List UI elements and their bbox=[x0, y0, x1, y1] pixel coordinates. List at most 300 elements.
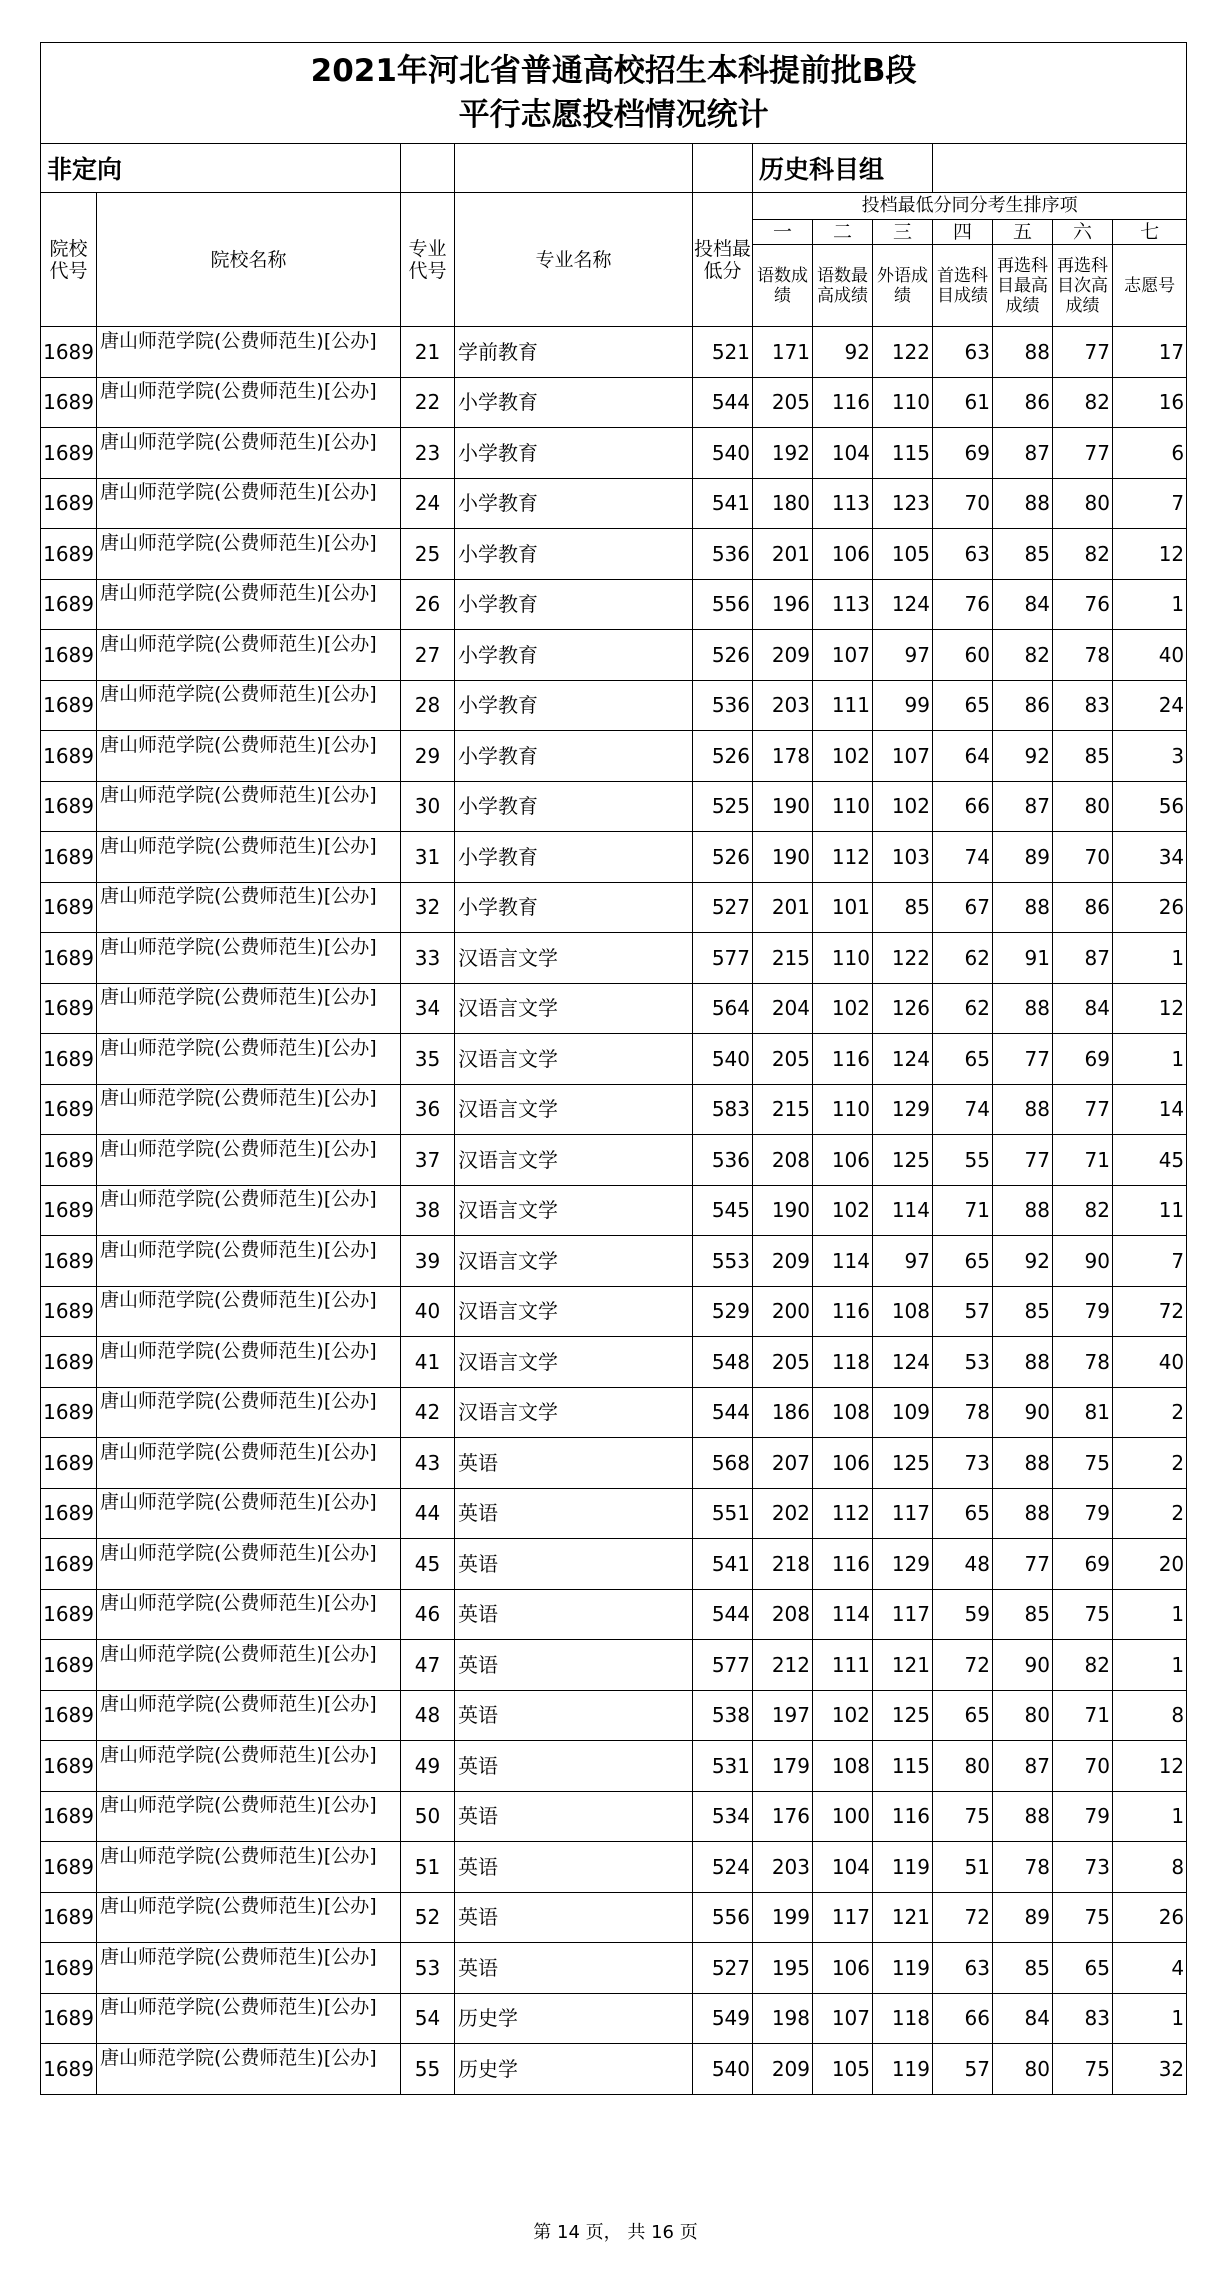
cell-score-5: 88 bbox=[993, 1438, 1053, 1489]
table-row bbox=[41, 983, 1187, 1034]
cell-score-4: 57 bbox=[933, 1286, 993, 1337]
cell-score-2: 106 bbox=[813, 1438, 873, 1489]
cell-score-6: 82 bbox=[1053, 377, 1113, 428]
cell-school-name bbox=[97, 1135, 401, 1186]
cell-score-6: 81 bbox=[1053, 1387, 1113, 1438]
cell-choice-no: 3 bbox=[1113, 731, 1187, 782]
cell-score-4: 65 bbox=[933, 1488, 993, 1539]
cell-score-5: 88 bbox=[993, 478, 1053, 529]
cell-school-code: 1689 bbox=[41, 1943, 97, 1994]
header-num: 六 bbox=[1053, 220, 1113, 245]
cell-score-6: 79 bbox=[1053, 1791, 1113, 1842]
cell-choice-no: 2 bbox=[1113, 1387, 1187, 1438]
cell-major-code: 46 bbox=[401, 1589, 455, 1640]
header-num: 一 bbox=[753, 220, 813, 245]
cell-score-4: 78 bbox=[933, 1387, 993, 1438]
cell-score-2: 113 bbox=[813, 478, 873, 529]
table-row bbox=[41, 1236, 1187, 1287]
cell-score-3: 129 bbox=[873, 1539, 933, 1590]
cell-score-5: 80 bbox=[993, 2044, 1053, 2095]
cell-min-score: 534 bbox=[693, 1791, 753, 1842]
cell-min-score: 531 bbox=[693, 1741, 753, 1792]
cell-major-code: 28 bbox=[401, 680, 455, 731]
page-subtitle: 平行志愿投档情况统计 bbox=[458, 97, 769, 133]
cell-score-4: 67 bbox=[933, 882, 993, 933]
page-footer: 第 14 页， 共 16 页 bbox=[533, 2222, 698, 2243]
cell-score-3: 109 bbox=[873, 1387, 933, 1438]
school-name-text: 唐山师范学院(公费师范生)[公办] bbox=[100, 1541, 377, 1564]
section-empty-cell bbox=[933, 144, 1187, 193]
cell-score-4: 59 bbox=[933, 1589, 993, 1640]
cell-score-2: 102 bbox=[813, 1185, 873, 1236]
cell-min-score: 525 bbox=[693, 781, 753, 832]
header-num: 三 bbox=[873, 220, 933, 245]
cell-school-code: 1689 bbox=[41, 529, 97, 580]
cell-score-1: 195 bbox=[753, 1943, 813, 1994]
cell-school-code: 1689 bbox=[41, 933, 97, 984]
cell-score-2: 111 bbox=[813, 680, 873, 731]
cell-score-5: 86 bbox=[993, 377, 1053, 428]
header-min-score: 投档最低分 bbox=[693, 193, 753, 327]
cell-score-3: 121 bbox=[873, 1640, 933, 1691]
cell-score-4: 74 bbox=[933, 832, 993, 883]
cell-score-4: 66 bbox=[933, 1993, 993, 2044]
cell-min-score: 556 bbox=[693, 579, 753, 630]
cell-score-4: 64 bbox=[933, 731, 993, 782]
cell-score-1: 179 bbox=[753, 1741, 813, 1792]
cell-major-code: 41 bbox=[401, 1337, 455, 1388]
cell-school-code: 1689 bbox=[41, 428, 97, 479]
table-row bbox=[41, 1337, 1187, 1388]
school-name-text: 唐山师范学院(公费师范生)[公办] bbox=[100, 733, 377, 756]
cell-score-5: 80 bbox=[993, 1690, 1053, 1741]
cell-score-5: 88 bbox=[993, 1791, 1053, 1842]
cell-score-4: 61 bbox=[933, 377, 993, 428]
cell-score-1: 203 bbox=[753, 1842, 813, 1893]
cell-school-code: 1689 bbox=[41, 1640, 97, 1691]
school-name-text: 唐山师范学院(公费师范生)[公办] bbox=[100, 1693, 377, 1716]
table-row bbox=[41, 1135, 1187, 1186]
cell-score-1: 215 bbox=[753, 933, 813, 984]
cell-school-code: 1689 bbox=[41, 1084, 97, 1135]
cell-choice-no: 20 bbox=[1113, 1539, 1187, 1590]
cell-major-code: 43 bbox=[401, 1438, 455, 1489]
cell-score-6: 82 bbox=[1053, 1185, 1113, 1236]
cell-major-name: 汉语言文学 bbox=[455, 1286, 693, 1337]
cell-score-5: 88 bbox=[993, 1488, 1053, 1539]
cell-score-1: 201 bbox=[753, 529, 813, 580]
cell-score-6: 83 bbox=[1053, 680, 1113, 731]
cell-score-4: 76 bbox=[933, 579, 993, 630]
cell-choice-no: 72 bbox=[1113, 1286, 1187, 1337]
cell-school-code: 1689 bbox=[41, 882, 97, 933]
cell-major-code: 39 bbox=[401, 1236, 455, 1287]
cell-score-5: 86 bbox=[993, 680, 1053, 731]
cell-min-score: 553 bbox=[693, 1236, 753, 1287]
cell-score-5: 88 bbox=[993, 1337, 1053, 1388]
header-sub: 语数成绩 bbox=[753, 245, 813, 327]
cell-score-3: 124 bbox=[873, 579, 933, 630]
cell-min-score: 541 bbox=[693, 1539, 753, 1590]
cell-major-name: 小学教育 bbox=[455, 680, 693, 731]
cell-school-code: 1689 bbox=[41, 2044, 97, 2095]
cell-min-score: 521 bbox=[693, 327, 753, 378]
cell-school-code: 1689 bbox=[41, 1135, 97, 1186]
school-name-text: 唐山师范学院(公费师范生)[公办] bbox=[100, 683, 377, 706]
cell-score-5: 88 bbox=[993, 983, 1053, 1034]
cell-major-code: 22 bbox=[401, 377, 455, 428]
cell-score-3: 122 bbox=[873, 933, 933, 984]
cell-score-1: 218 bbox=[753, 1539, 813, 1590]
school-name-text: 唐山师范学院(公费师范生)[公办] bbox=[100, 531, 377, 554]
cell-min-score: 536 bbox=[693, 529, 753, 580]
cell-major-code: 44 bbox=[401, 1488, 455, 1539]
school-name-text: 唐山师范学院(公费师范生)[公办] bbox=[100, 632, 377, 655]
cell-score-4: 65 bbox=[933, 1690, 993, 1741]
cell-score-2: 106 bbox=[813, 1943, 873, 1994]
cell-score-1: 196 bbox=[753, 579, 813, 630]
cell-score-5: 85 bbox=[993, 1943, 1053, 1994]
cell-major-name: 学前教育 bbox=[455, 327, 693, 378]
cell-major-code: 54 bbox=[401, 1993, 455, 2044]
cell-score-3: 97 bbox=[873, 1236, 933, 1287]
cell-choice-no: 14 bbox=[1113, 1084, 1187, 1135]
cell-score-5: 89 bbox=[993, 1892, 1053, 1943]
cell-major-code: 40 bbox=[401, 1286, 455, 1337]
table-row bbox=[41, 529, 1187, 580]
cell-major-code: 27 bbox=[401, 630, 455, 681]
cell-choice-no: 24 bbox=[1113, 680, 1187, 731]
cell-school-name bbox=[97, 1286, 401, 1337]
cell-score-3: 110 bbox=[873, 377, 933, 428]
school-name-text: 唐山师范学院(公费师范生)[公办] bbox=[100, 1945, 377, 1968]
cell-major-name: 小学教育 bbox=[455, 781, 693, 832]
cell-min-score: 526 bbox=[693, 731, 753, 782]
cell-choice-no: 1 bbox=[1113, 1791, 1187, 1842]
cell-score-3: 124 bbox=[873, 1337, 933, 1388]
cell-score-2: 111 bbox=[813, 1640, 873, 1691]
cell-score-1: 205 bbox=[753, 377, 813, 428]
cell-score-5: 77 bbox=[993, 1135, 1053, 1186]
cell-score-4: 60 bbox=[933, 630, 993, 681]
table-row bbox=[41, 1438, 1187, 1489]
cell-school-name bbox=[97, 327, 401, 378]
cell-score-3: 117 bbox=[873, 1589, 933, 1640]
cell-score-5: 88 bbox=[993, 1084, 1053, 1135]
cell-school-name bbox=[97, 428, 401, 479]
cell-choice-no: 26 bbox=[1113, 882, 1187, 933]
cell-score-5: 88 bbox=[993, 327, 1053, 378]
cell-choice-no: 40 bbox=[1113, 1337, 1187, 1388]
cell-school-code: 1689 bbox=[41, 579, 97, 630]
cell-major-code: 31 bbox=[401, 832, 455, 883]
cell-major-name: 英语 bbox=[455, 1640, 693, 1691]
cell-score-2: 114 bbox=[813, 1589, 873, 1640]
table-row bbox=[41, 377, 1187, 428]
table-row bbox=[41, 1741, 1187, 1792]
cell-choice-no: 6 bbox=[1113, 428, 1187, 479]
header-num: 四 bbox=[933, 220, 993, 245]
cell-score-1: 207 bbox=[753, 1438, 813, 1489]
cell-score-3: 108 bbox=[873, 1286, 933, 1337]
cell-major-name: 小学教育 bbox=[455, 478, 693, 529]
cell-choice-no: 2 bbox=[1113, 1438, 1187, 1489]
cell-score-1: 178 bbox=[753, 731, 813, 782]
cell-score-6: 76 bbox=[1053, 579, 1113, 630]
cell-score-1: 192 bbox=[753, 428, 813, 479]
cell-major-name: 英语 bbox=[455, 1488, 693, 1539]
title-block bbox=[41, 43, 1187, 144]
cell-min-score: 544 bbox=[693, 377, 753, 428]
cell-score-2: 113 bbox=[813, 579, 873, 630]
cell-choice-no: 1 bbox=[1113, 579, 1187, 630]
school-name-text: 唐山师范学院(公费师范生)[公办] bbox=[100, 935, 377, 958]
cell-score-3: 107 bbox=[873, 731, 933, 782]
cell-score-1: 198 bbox=[753, 1993, 813, 2044]
cell-score-2: 107 bbox=[813, 1993, 873, 2044]
school-name-text: 唐山师范学院(公费师范生)[公办] bbox=[100, 329, 377, 352]
cell-score-4: 72 bbox=[933, 1892, 993, 1943]
cell-school-code: 1689 bbox=[41, 1741, 97, 1792]
cell-school-code: 1689 bbox=[41, 1337, 97, 1388]
cell-school-name bbox=[97, 630, 401, 681]
cell-score-2: 102 bbox=[813, 983, 873, 1034]
cell-score-1: 201 bbox=[753, 882, 813, 933]
cell-score-5: 85 bbox=[993, 529, 1053, 580]
cell-score-1: 203 bbox=[753, 680, 813, 731]
cell-school-code: 1689 bbox=[41, 1993, 97, 2044]
section-row bbox=[41, 144, 1187, 193]
cell-major-name: 英语 bbox=[455, 1589, 693, 1640]
cell-score-2: 116 bbox=[813, 1286, 873, 1337]
school-name-text: 唐山师范学院(公费师范生)[公办] bbox=[100, 1844, 377, 1867]
header-num: 二 bbox=[813, 220, 873, 245]
cell-score-5: 78 bbox=[993, 1842, 1053, 1893]
cell-score-4: 72 bbox=[933, 1640, 993, 1691]
cell-min-score: 556 bbox=[693, 1892, 753, 1943]
cell-score-5: 90 bbox=[993, 1387, 1053, 1438]
cell-score-6: 80 bbox=[1053, 478, 1113, 529]
cell-school-name bbox=[97, 933, 401, 984]
cell-choice-no: 4 bbox=[1113, 1943, 1187, 1994]
cell-school-code: 1689 bbox=[41, 327, 97, 378]
cell-school-name bbox=[97, 1387, 401, 1438]
cell-major-name: 英语 bbox=[455, 1438, 693, 1489]
cell-school-name bbox=[97, 1488, 401, 1539]
cell-school-name bbox=[97, 377, 401, 428]
cell-min-score: 527 bbox=[693, 882, 753, 933]
cell-score-2: 116 bbox=[813, 1034, 873, 1085]
cell-choice-no: 1 bbox=[1113, 1640, 1187, 1691]
cell-score-5: 90 bbox=[993, 1640, 1053, 1691]
cell-major-code: 35 bbox=[401, 1034, 455, 1085]
cell-score-6: 82 bbox=[1053, 529, 1113, 580]
cell-score-4: 71 bbox=[933, 1185, 993, 1236]
table-row bbox=[41, 1185, 1187, 1236]
cell-major-name: 汉语言文学 bbox=[455, 1185, 693, 1236]
school-name-text: 唐山师范学院(公费师范生)[公办] bbox=[100, 1794, 377, 1817]
cell-choice-no: 17 bbox=[1113, 327, 1187, 378]
cell-choice-no: 12 bbox=[1113, 529, 1187, 580]
cell-score-6: 85 bbox=[1053, 731, 1113, 782]
table-row bbox=[41, 1842, 1187, 1893]
cell-school-name bbox=[97, 781, 401, 832]
cell-school-code: 1689 bbox=[41, 1387, 97, 1438]
cell-score-4: 66 bbox=[933, 781, 993, 832]
cell-score-2: 116 bbox=[813, 1539, 873, 1590]
cell-school-name bbox=[97, 882, 401, 933]
table-row bbox=[41, 327, 1187, 378]
cell-min-score: 583 bbox=[693, 1084, 753, 1135]
cell-major-code: 53 bbox=[401, 1943, 455, 1994]
cell-choice-no: 40 bbox=[1113, 630, 1187, 681]
school-name-text: 唐山师范学院(公费师范生)[公办] bbox=[100, 1087, 377, 1110]
cell-score-5: 92 bbox=[993, 1236, 1053, 1287]
cell-school-name bbox=[97, 1690, 401, 1741]
school-name-text: 唐山师范学院(公费师范生)[公办] bbox=[100, 1238, 377, 1261]
cell-score-4: 62 bbox=[933, 933, 993, 984]
cell-school-code: 1689 bbox=[41, 680, 97, 731]
cell-score-6: 79 bbox=[1053, 1286, 1113, 1337]
cell-score-6: 70 bbox=[1053, 832, 1113, 883]
cell-score-2: 118 bbox=[813, 1337, 873, 1388]
cell-school-code: 1689 bbox=[41, 731, 97, 782]
cell-score-1: 204 bbox=[753, 983, 813, 1034]
cell-school-code: 1689 bbox=[41, 1286, 97, 1337]
table-row bbox=[41, 1286, 1187, 1337]
cell-school-code: 1689 bbox=[41, 377, 97, 428]
school-name-text: 唐山师范学院(公费师范生)[公办] bbox=[100, 380, 377, 403]
cell-major-name: 英语 bbox=[455, 1690, 693, 1741]
cell-score-6: 83 bbox=[1053, 1993, 1113, 2044]
cell-score-4: 57 bbox=[933, 2044, 993, 2095]
cell-score-3: 105 bbox=[873, 529, 933, 580]
cell-score-2: 110 bbox=[813, 1084, 873, 1135]
cell-score-3: 97 bbox=[873, 630, 933, 681]
cell-major-name: 英语 bbox=[455, 1892, 693, 1943]
cell-school-code: 1689 bbox=[41, 1589, 97, 1640]
cell-school-code: 1689 bbox=[41, 1690, 97, 1741]
cell-score-6: 73 bbox=[1053, 1842, 1113, 1893]
cell-score-6: 90 bbox=[1053, 1236, 1113, 1287]
cell-score-5: 85 bbox=[993, 1286, 1053, 1337]
cell-major-code: 50 bbox=[401, 1791, 455, 1842]
cell-score-2: 104 bbox=[813, 428, 873, 479]
cell-school-name bbox=[97, 1034, 401, 1085]
table-row bbox=[41, 478, 1187, 529]
cell-major-code: 55 bbox=[401, 2044, 455, 2095]
cell-score-4: 62 bbox=[933, 983, 993, 1034]
cell-choice-no: 8 bbox=[1113, 1690, 1187, 1741]
cell-score-5: 85 bbox=[993, 1589, 1053, 1640]
school-name-text: 唐山师范学院(公费师范生)[公办] bbox=[100, 1592, 377, 1615]
admission-table bbox=[40, 42, 1187, 2095]
cell-score-2: 110 bbox=[813, 781, 873, 832]
cell-score-6: 77 bbox=[1053, 428, 1113, 479]
school-name-text: 唐山师范学院(公费师范生)[公办] bbox=[100, 1036, 377, 1059]
cell-score-4: 65 bbox=[933, 1034, 993, 1085]
cell-score-6: 69 bbox=[1053, 1034, 1113, 1085]
cell-major-name: 小学教育 bbox=[455, 377, 693, 428]
table-row bbox=[41, 1539, 1187, 1590]
cell-score-6: 71 bbox=[1053, 1690, 1113, 1741]
cell-score-5: 77 bbox=[993, 1539, 1053, 1590]
table-row bbox=[41, 680, 1187, 731]
school-name-text: 唐山师范学院(公费师范生)[公办] bbox=[100, 986, 377, 1009]
school-name-text: 唐山师范学院(公费师范生)[公办] bbox=[100, 430, 377, 453]
cell-score-1: 190 bbox=[753, 781, 813, 832]
cell-score-1: 208 bbox=[753, 1135, 813, 1186]
cell-score-6: 78 bbox=[1053, 1337, 1113, 1388]
cell-major-code: 48 bbox=[401, 1690, 455, 1741]
cell-school-name bbox=[97, 1084, 401, 1135]
cell-school-name bbox=[97, 529, 401, 580]
table-row bbox=[41, 1387, 1187, 1438]
cell-score-4: 75 bbox=[933, 1791, 993, 1842]
cell-score-2: 104 bbox=[813, 1842, 873, 1893]
cell-score-3: 125 bbox=[873, 1135, 933, 1186]
cell-score-5: 88 bbox=[993, 1185, 1053, 1236]
section-left-label: 非定向 bbox=[41, 144, 401, 193]
cell-major-code: 34 bbox=[401, 983, 455, 1034]
cell-min-score: 544 bbox=[693, 1589, 753, 1640]
cell-score-3: 115 bbox=[873, 428, 933, 479]
cell-score-5: 91 bbox=[993, 933, 1053, 984]
cell-school-code: 1689 bbox=[41, 1488, 97, 1539]
cell-min-score: 529 bbox=[693, 1286, 753, 1337]
cell-score-4: 65 bbox=[933, 1236, 993, 1287]
school-name-text: 唐山师范学院(公费师范生)[公办] bbox=[100, 885, 377, 908]
cell-min-score: 545 bbox=[693, 1185, 753, 1236]
cell-score-3: 99 bbox=[873, 680, 933, 731]
cell-min-score: 526 bbox=[693, 832, 753, 883]
table-row bbox=[41, 1791, 1187, 1842]
cell-score-2: 101 bbox=[813, 882, 873, 933]
cell-score-3: 125 bbox=[873, 1438, 933, 1489]
cell-school-name bbox=[97, 731, 401, 782]
cell-score-3: 118 bbox=[873, 1993, 933, 2044]
cell-major-name: 小学教育 bbox=[455, 579, 693, 630]
cell-score-6: 87 bbox=[1053, 933, 1113, 984]
cell-score-2: 102 bbox=[813, 1690, 873, 1741]
cell-score-1: 215 bbox=[753, 1084, 813, 1135]
cell-school-code: 1689 bbox=[41, 1892, 97, 1943]
cell-major-code: 51 bbox=[401, 1842, 455, 1893]
cell-score-1: 180 bbox=[753, 478, 813, 529]
cell-score-6: 75 bbox=[1053, 1892, 1113, 1943]
cell-choice-no: 11 bbox=[1113, 1185, 1187, 1236]
cell-score-1: 190 bbox=[753, 1185, 813, 1236]
cell-major-name: 汉语言文学 bbox=[455, 983, 693, 1034]
cell-major-code: 33 bbox=[401, 933, 455, 984]
cell-score-5: 88 bbox=[993, 882, 1053, 933]
cell-min-score: 540 bbox=[693, 1034, 753, 1085]
cell-major-name: 英语 bbox=[455, 1943, 693, 1994]
cell-score-4: 63 bbox=[933, 327, 993, 378]
header-num: 五 bbox=[993, 220, 1053, 245]
cell-school-name bbox=[97, 1589, 401, 1640]
cell-score-5: 87 bbox=[993, 781, 1053, 832]
cell-score-5: 82 bbox=[993, 630, 1053, 681]
cell-score-3: 116 bbox=[873, 1791, 933, 1842]
cell-score-6: 69 bbox=[1053, 1539, 1113, 1590]
cell-major-name: 汉语言文学 bbox=[455, 1084, 693, 1135]
cell-score-5: 87 bbox=[993, 428, 1053, 479]
cell-min-score: 549 bbox=[693, 1993, 753, 2044]
cell-score-3: 114 bbox=[873, 1185, 933, 1236]
cell-score-6: 82 bbox=[1053, 1640, 1113, 1691]
cell-score-5: 87 bbox=[993, 1741, 1053, 1792]
